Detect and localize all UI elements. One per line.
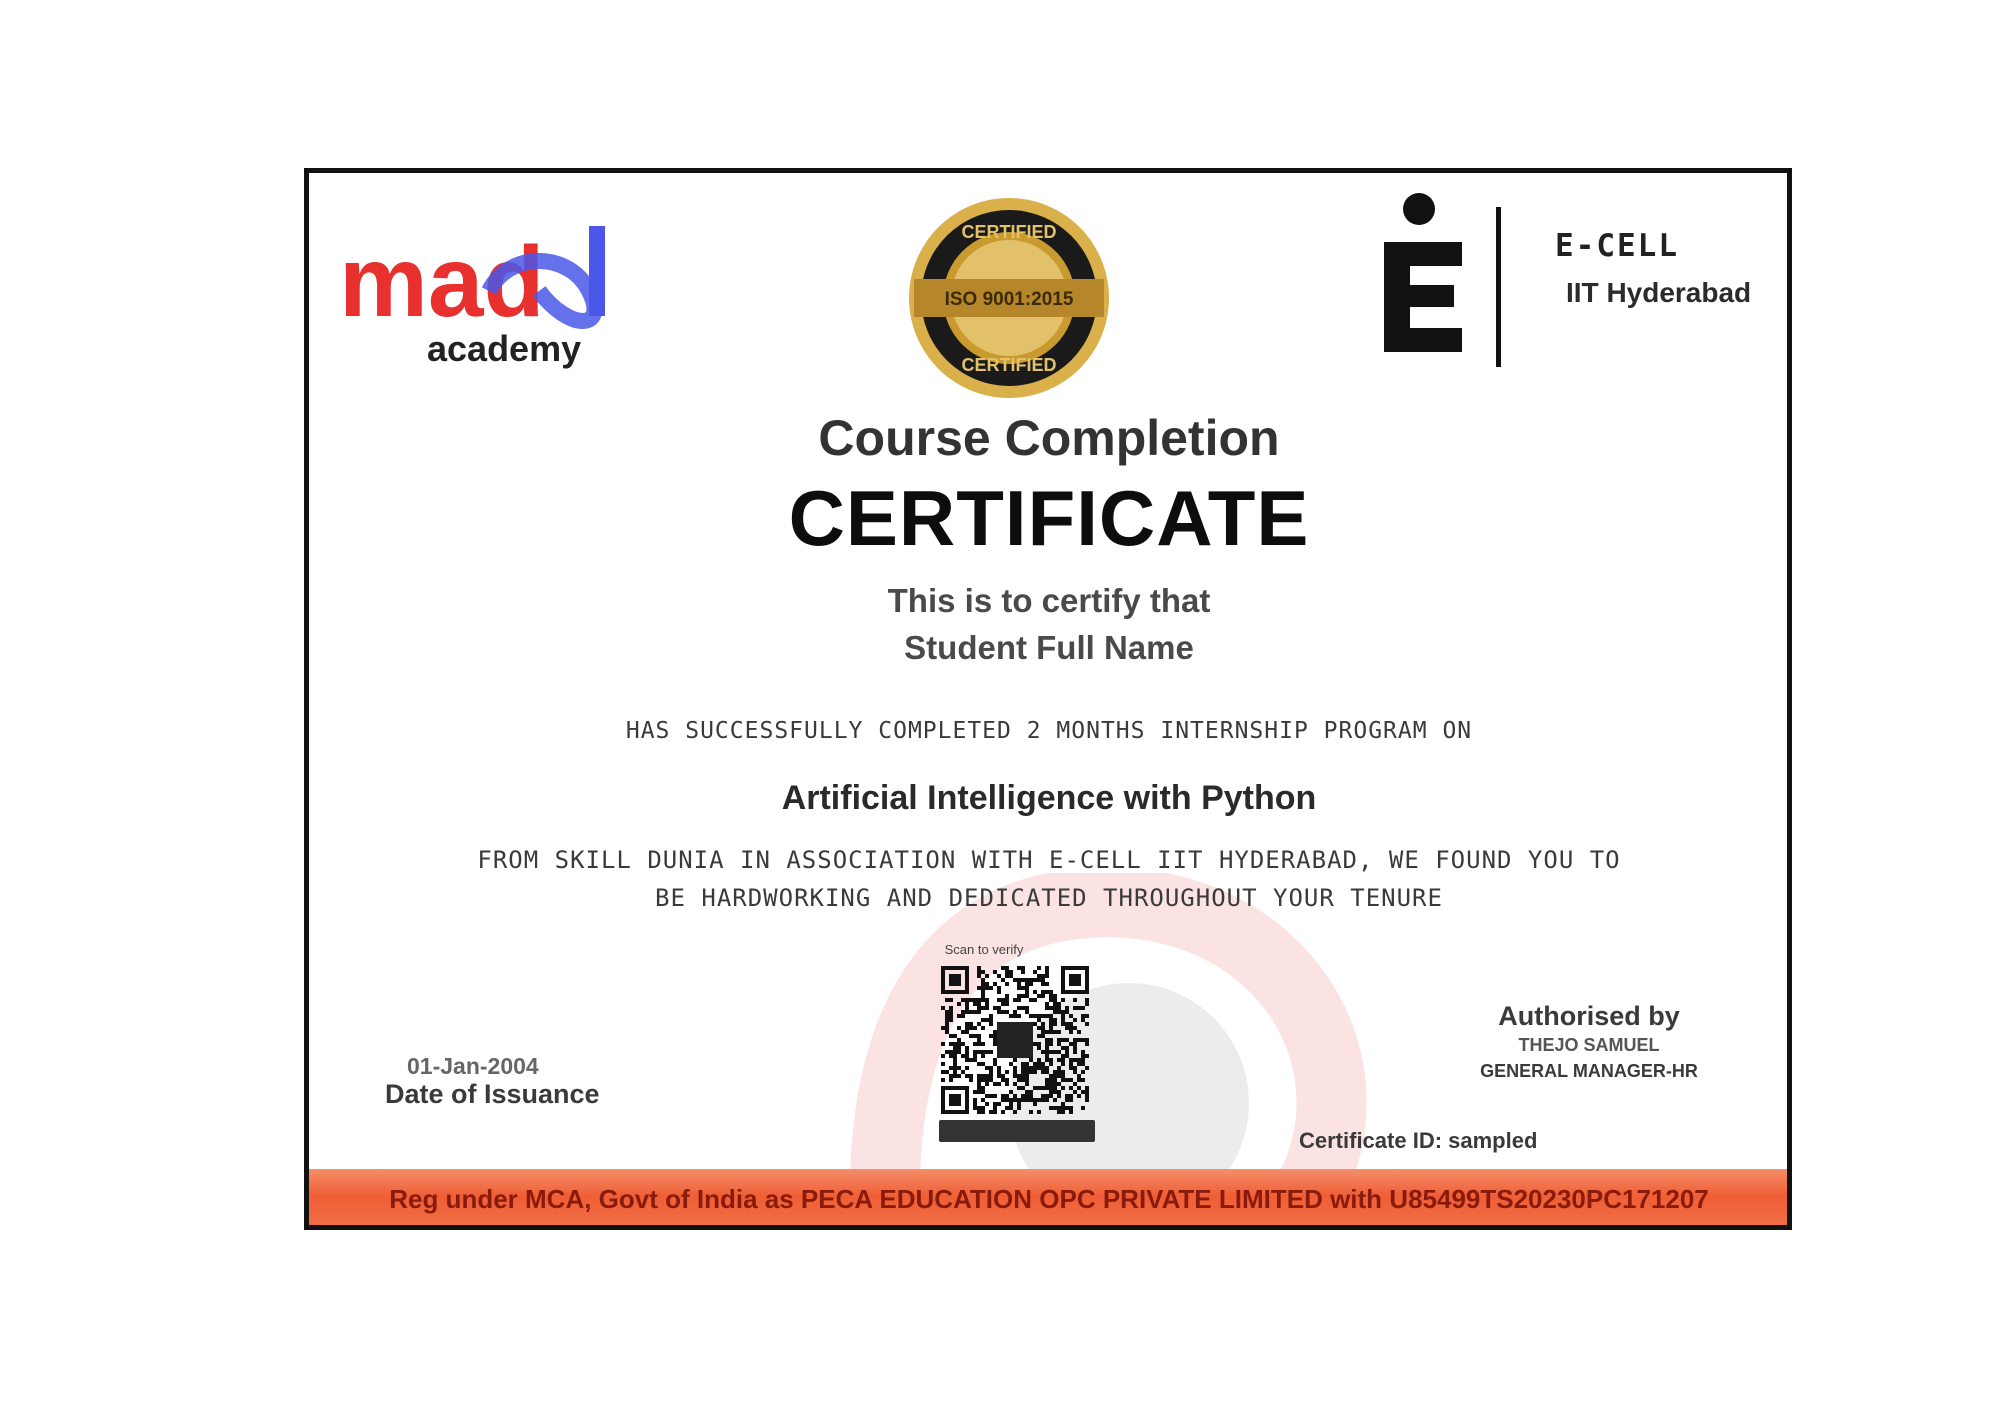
authorised-by-label: Authorised by [1498, 1001, 1680, 1031]
seal-top-text: CERTIFIED [961, 222, 1057, 242]
association-line-1: FROM SKILL DUNIA IN ASSOCIATION WITH E-CELL IIT HYDERABAD, WE FOUND YOU TO [477, 846, 1621, 874]
association-line-2: BE HARDWORKING AND DEDICATED THROUGHOUT YOUR TENURE [655, 884, 1443, 912]
qr-caption: Scan to verify [944, 942, 1024, 957]
ecell-subtitle: IIT Hyderabad [1566, 277, 1752, 308]
iso-certified-seal [904, 193, 1114, 403]
certificate-title-line1: Course Completion [818, 410, 1280, 466]
mad-academy-logo [339, 221, 639, 371]
certificate-id: Certificate ID: sampled [1299, 1128, 1538, 1153]
issuance-date: 01-Jan-2004 [407, 1053, 539, 1079]
mad-logo-text: mad [339, 226, 545, 338]
ecell-title: E-CELL [1555, 228, 1679, 264]
mad-academy-subtext: academy [427, 328, 582, 369]
verification-qr-code[interactable] [941, 966, 1089, 1114]
certificate-frame [304, 168, 1792, 1230]
course-name: Artificial Intelligence with Python [781, 779, 1317, 817]
certify-text: This is to certify that [887, 582, 1211, 619]
student-name: Student Full Name [904, 629, 1194, 666]
seal-iso-text: ISO 9001:2015 [944, 289, 1074, 310]
qr-footer-badge [939, 1120, 1095, 1142]
completion-statement: HAS SUCCESSFULLY COMPLETED 2 MONTHS INTERNSHIP PROGRAM ON [625, 718, 1473, 744]
authority-name: THEJO SAMUEL [1518, 1035, 1660, 1055]
registration-text: Reg under MCA, Govt of India as PECA EDUCATION OPC PRIVATE LIMITED with U85499TS20230PC171207 [389, 1184, 1709, 1214]
issuance-label: Date of Issuance [385, 1079, 600, 1109]
certificate-title-line2: CERTIFICATE [788, 474, 1310, 562]
association-statement [369, 841, 1729, 917]
seal-bottom-text: CERTIFIED [961, 355, 1057, 375]
authority-role: GENERAL MANAGER-HR [1480, 1061, 1698, 1081]
ecell-logo-mark [1364, 187, 1504, 387]
